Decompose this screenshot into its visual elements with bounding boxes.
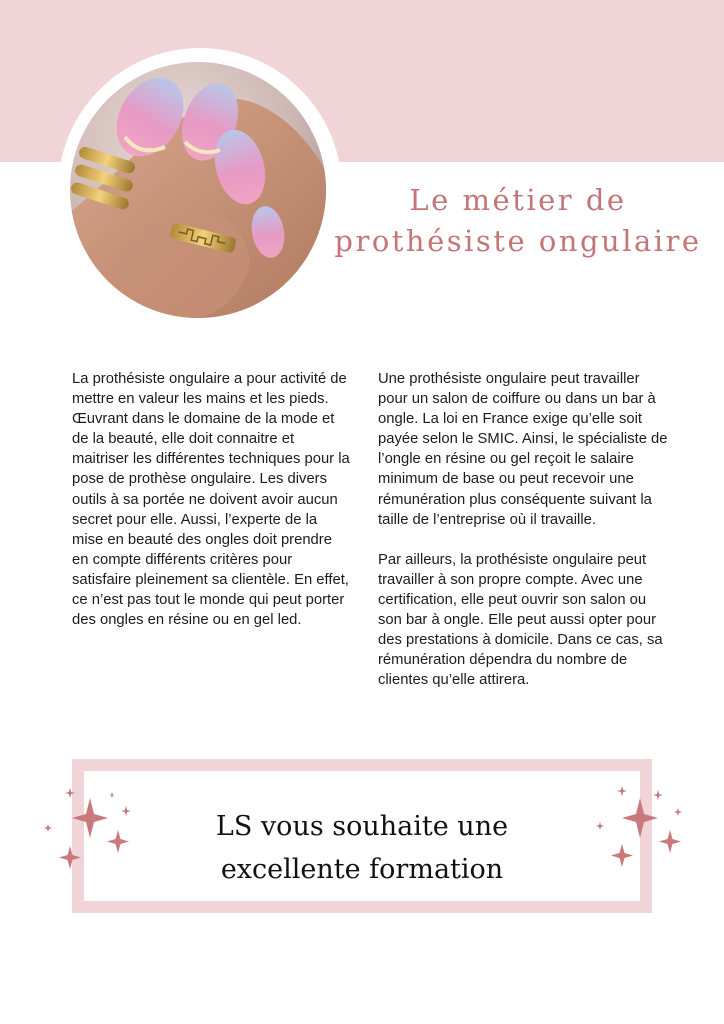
closing-line-1: LS vous souhaite une	[215, 811, 509, 842]
left-column	[72, 369, 352, 630]
page-title	[322, 180, 714, 262]
closing-message	[84, 805, 640, 891]
closing-frame-inner	[84, 771, 640, 901]
right-column	[378, 369, 668, 690]
right-paragraph-1: Une prothésiste ongulaire peut travailler pour un salon de coiffure ou dans un bar à ongle. La loi en France exige qu’elle soit payée selon le SMIC. Ainsi, le spécialiste de l’ongle en résine ou gel reçoit le salaire minimum de base ou peut recevoir une rémunération plus conséquente suivant la taille de l’entreprise où il travaille.	[378, 371, 668, 528]
title-line-2: prothésiste ongulaire	[334, 224, 702, 258]
right-paragraph-2: Par ailleurs, la prothésiste ongulaire peut travailler à son propre compte. Avec une certification, elle peut ouvrir son salon ou son bar à ongle. Elle peut aussi opter pour des prestations à domicile. Dans ce cas, sa rémunération dépendra du nombre de clientes qu’elle attirera.	[378, 551, 663, 689]
left-paragraph: La prothésiste ongulaire a pour activité de mettre en valeur les mains et les pieds. Œuvrant dans le domaine de la mode et de la beauté, elle doit connaitre et maitriser les différentes techniques pour la pose de prothèse ongulaire. Les divers outils à sa portée ne doivent avoir aucun secret pour elle. Aussi, l’experte de la mise en beauté des ongles doit prendre en compte différents critères pour satisfaire pleinement sa clientèle. En effet, ce n’est pas tout le monde qui peut porter des ongles en résine ou en gel led.	[72, 371, 350, 629]
title-line-1: Le métier de	[409, 183, 627, 217]
sparkle-icon	[588, 780, 688, 880]
sparkle-icon	[40, 780, 140, 880]
closing-line-2: excellente formation	[220, 854, 504, 885]
closing-frame	[72, 759, 652, 913]
manicured-hand-photo	[70, 62, 326, 318]
